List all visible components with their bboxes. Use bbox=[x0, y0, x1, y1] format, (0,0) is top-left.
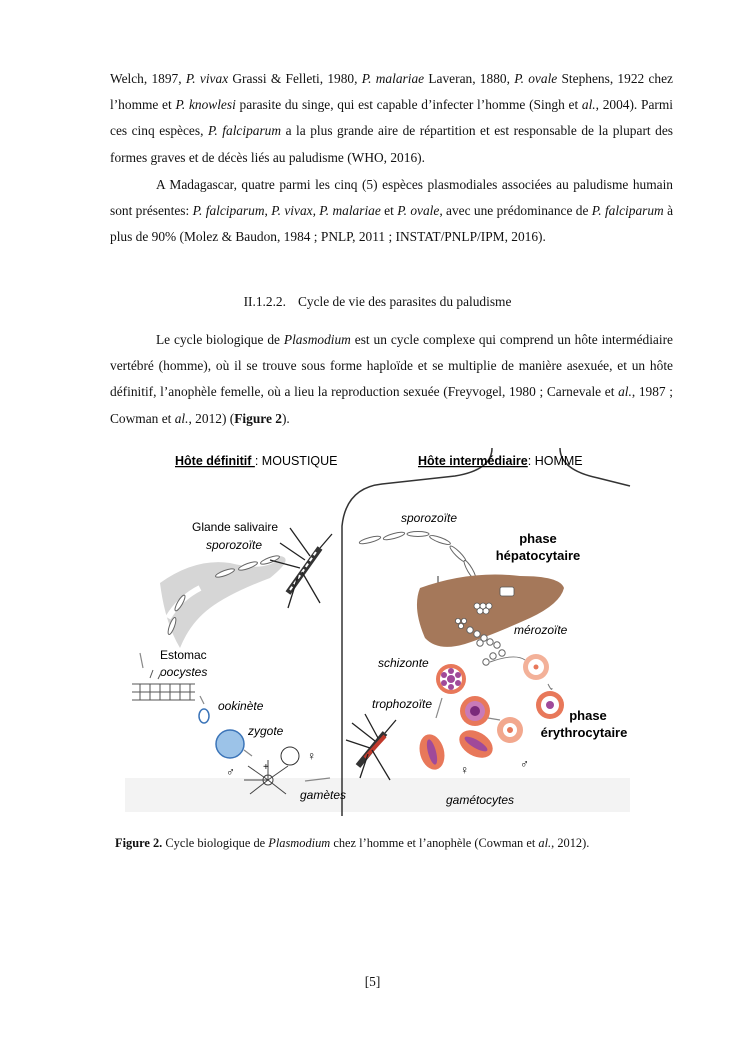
male-symbol: ♂ bbox=[520, 757, 529, 771]
female-symbol: ♀ bbox=[460, 763, 469, 777]
figure-2-malaria-life-cycle bbox=[120, 448, 632, 816]
section-title: Cycle de vie des parasites du paludisme bbox=[297, 294, 512, 309]
zygote-cell bbox=[216, 730, 244, 758]
ookinete-cell bbox=[199, 709, 209, 723]
host-intermediate-label: Hôte intermédiaire: HOMME bbox=[418, 454, 583, 468]
plus-sign: + bbox=[263, 762, 269, 773]
schizonte-label: schizonte bbox=[378, 656, 429, 670]
female-gamete-symbol: ♀ bbox=[307, 749, 316, 763]
paragraph-2: A Madagascar, quatre parmi les cinq (5) espèces plasmodiales associées au paludisme humain sont présentes: P. falciparum, P. vivax, P. malariae et P. ovale, avec une prédominance de P. falciparum à plus de 90% (Molez & Baudon, 1984 ; PNLP, 2011 ; INSTAT/PNLP/IPM, 2016). bbox=[110, 177, 674, 245]
paragraph-1: Welch, 1897, P. vivax Grassi & Felleti, 1980, P. malariae Laveran, 1880, P. ovale Stephens, 1922 chez l’homme et P. knowlesi parasite du singe, qui est capable d’infecter l’homme (Singh et al., 2004). Parmi ces cinq espèces, P. falciparum a la plus grande aire de répartition et est responsable de la plupart des formes graves et de décès liés au paludisme (WHO, 2016). bbox=[110, 71, 673, 165]
mosquito-bottom bbox=[346, 714, 396, 780]
page-number: [5] bbox=[364, 974, 381, 989]
female-gamete bbox=[281, 747, 299, 765]
host-definitive-label: Hôte définitif : MOUSTIQUE bbox=[175, 454, 338, 468]
estomac-label: Estomac bbox=[160, 648, 207, 662]
gametes-label: gamètes bbox=[300, 788, 347, 802]
figure-caption: Figure 2. Cycle biologique de Plasmodium chez l’homme et l’anophèle (Cowman et al., 2012). bbox=[115, 836, 590, 850]
gametocytes-label: gamétocytes bbox=[446, 793, 515, 807]
paragraph-3: Le cycle biologique de Plasmodium est un cycle complexe qui comprend un hôte intermédiaire vertébré (homme), où il se trouve sous forme haploïde et se multiplie de manière asexuée, et un hôte définitif, l’anophèle femelle, où a lieu la reproduction sexuée (Freyvogel, 1980 ; Carnevale et al., 1987 ; Cowman et al., 2012) (Figure 2). bbox=[110, 332, 673, 426]
sporozoite-top-label: sporozoïte bbox=[401, 511, 458, 525]
sporozoite-left-label: sporozoïte bbox=[206, 538, 263, 552]
gametocytes-cells bbox=[416, 725, 498, 773]
trophozoite-label: trophozoïte bbox=[372, 697, 433, 711]
ookinete-label: ookinète bbox=[218, 699, 264, 713]
merozoite-label: mérozoïte bbox=[514, 623, 568, 637]
phase-hepatocytaire-l1: phase bbox=[519, 531, 557, 546]
oocystes-label: oocystes bbox=[160, 665, 208, 679]
section-heading bbox=[0, 294, 745, 310]
phase-erythrocytaire-l2: érythrocytaire bbox=[540, 725, 628, 740]
phase-hepatocytaire-l2: hépatocytaire bbox=[495, 548, 581, 563]
figure-bottom-band bbox=[125, 778, 630, 812]
section-number: II.1.2.2. bbox=[243, 294, 286, 309]
phase-erythrocytaire-l1: phase bbox=[569, 708, 607, 723]
schizont-cell bbox=[436, 664, 466, 694]
male-gamete-symbol: ♂ bbox=[226, 765, 235, 779]
glande-salivaire-label: Glande salivaire bbox=[192, 520, 279, 534]
zygote-label: zygote bbox=[248, 724, 284, 738]
